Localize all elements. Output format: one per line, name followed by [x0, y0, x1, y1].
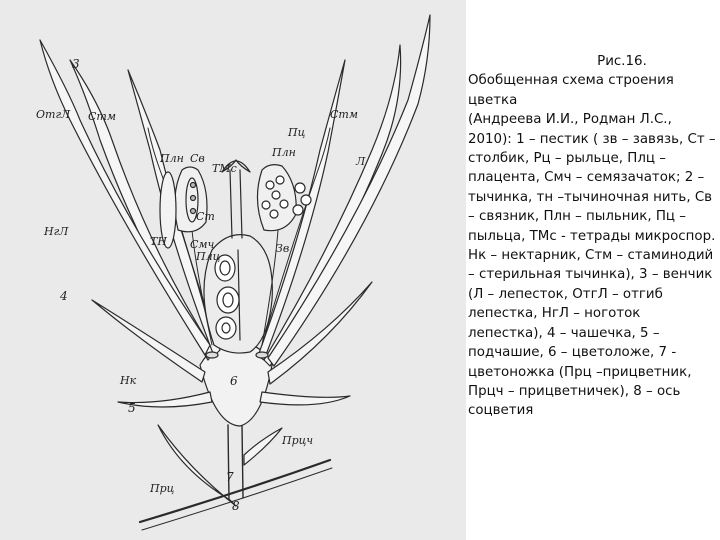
- label-sv: Св: [190, 152, 205, 165]
- bracteole: [244, 428, 282, 465]
- epicalyx-right: [260, 392, 350, 405]
- label-pc-right: Пц: [288, 126, 306, 139]
- label-prcch: Прцч: [282, 434, 314, 447]
- label-pedicel-7: 7: [226, 470, 234, 484]
- label-l: Л: [356, 155, 366, 168]
- label-st: Ст: [196, 210, 215, 223]
- label-pln-right: Плн: [272, 146, 296, 159]
- nectary-left: [206, 352, 218, 358]
- label-stm-left: Стм: [88, 110, 116, 123]
- nectary-right: [256, 352, 268, 358]
- figure-title: Обобщенная схема строения цветка: [468, 73, 674, 108]
- label-calyx-4: 4: [60, 289, 68, 303]
- ovule-2: [217, 287, 239, 313]
- label-zv: Зв: [276, 242, 290, 255]
- figure-number: Рис.16.: [597, 54, 647, 69]
- label-pln-left: Плн: [160, 152, 184, 165]
- label-axis-8: 8: [232, 499, 240, 513]
- label-epicalyx-5: 5: [128, 401, 136, 415]
- figure-caption: [468, 52, 716, 421]
- label-tn: ТН: [150, 235, 167, 248]
- label-tmc: ТМс: [212, 162, 237, 175]
- figure-description: (Андреева И.И., Родман Л.С., 2010): 1 – пестик ( зв – завязь, Ст – столбик, Рц – рыльце, Плц – плацента, Смч – семязачаток; 2 – тычинка, тн –тычиночная нить, Св – связник, Плн – пыльник, Пц – пыльца, ТМс - тетрады микроспор. Нк – нектарник, Стм – стаминодий – стерильная тычинка), 3 – венчик (Л – лепесток, ОтгЛ – отгиб лепестка, НгЛ – ноготок лепестка), 4 – чашечка, 5 – подчашие, 6 – цветоложе, 7 - цветоножка (Прц –прицветник, Прцч – прицветничек), 8 – ось соцветия: [468, 112, 716, 419]
- style: [230, 170, 242, 238]
- label-ngl: НгЛ: [44, 225, 69, 238]
- label-stm-right: Стм: [330, 108, 358, 121]
- label-corolla-3: 3: [72, 57, 80, 71]
- ovule-3: [216, 317, 236, 339]
- label-plc: Плц: [196, 250, 221, 263]
- label-smch: Смч: [190, 238, 215, 251]
- label-otgl: ОтгЛ: [36, 108, 71, 121]
- label-nk: Нк: [120, 374, 137, 387]
- label-prc-bottom: Прц: [150, 482, 175, 495]
- label-receptacle-6: 6: [230, 374, 238, 388]
- pedicel: [228, 425, 243, 500]
